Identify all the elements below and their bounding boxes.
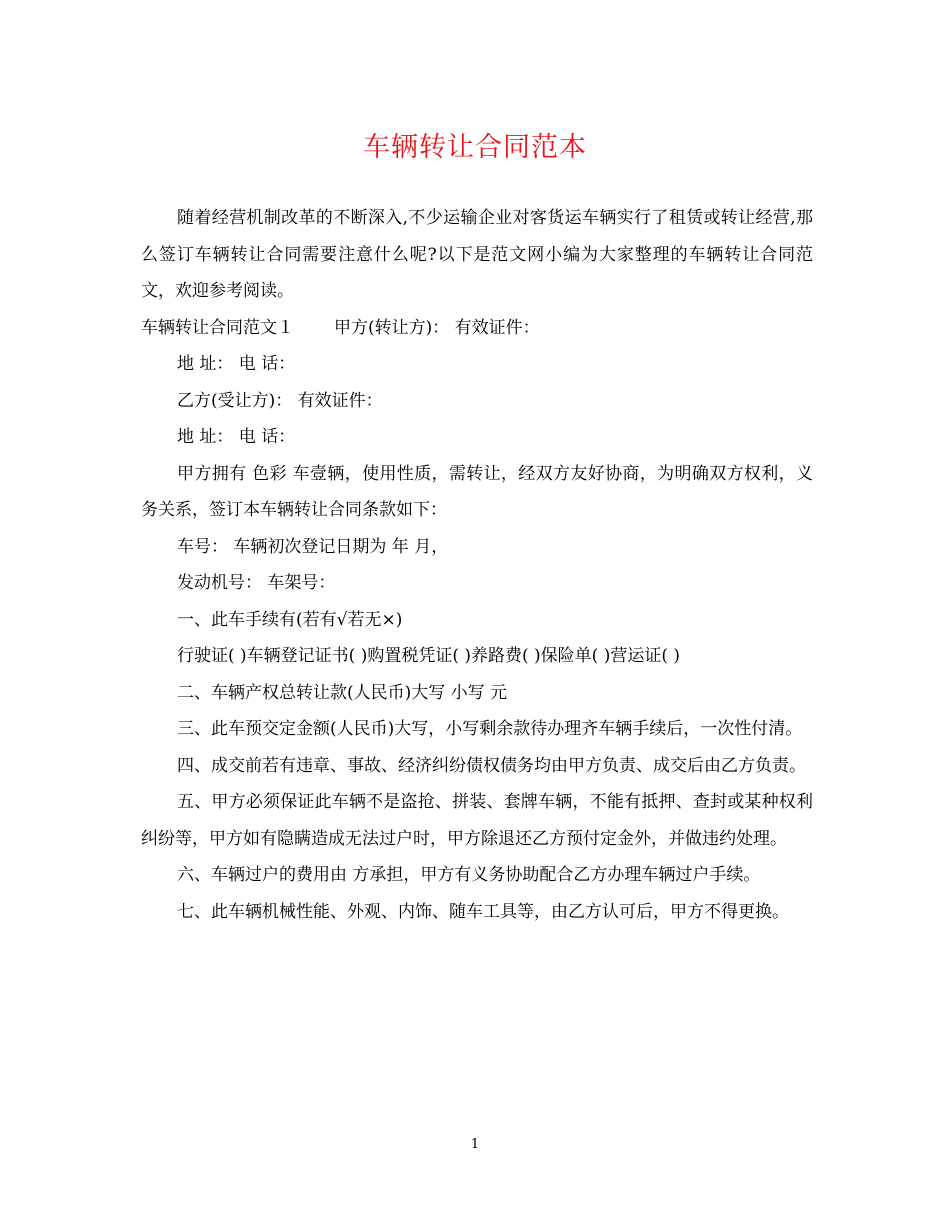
party-a-address-line: 地 址： 电 话：	[177, 354, 296, 374]
documents-checklist: 行驶证( )车辆登记证书( )购置税凭证( )养路费( )保险单( )营运证( )	[177, 646, 681, 666]
page-number: 1	[470, 1137, 480, 1152]
clause-7: 七、此车辆机械性能、外观、内饰、随车工具等，由乙方认可后，甲方不得更换。	[177, 901, 789, 922]
vehicle-ownership-paragraph: 甲方拥有 色彩 车壹辆，使用性质，需转让，经双方友好协商，为明确双方权利，义务关系，签订本车辆转让合同条款如下：	[141, 463, 813, 520]
clause-2: 二、车辆产权总转让款(人民币)大写 小写 元	[177, 682, 508, 703]
engine-number-line: 发动机号： 车架号：	[177, 573, 336, 593]
document-title: 车辆转让合同范本	[363, 132, 587, 163]
intro-paragraph: 随着经营机制改革的不断深入,不少运输企业对客货运车辆实行了租赁或转让经营,那么签订车辆转让合同需要注意什么呢?以下是范文网小编为大家整理的车辆转让合同范文，欢迎参考阅读。	[141, 208, 813, 301]
clause-6: 六、车辆过户的费用由 方承担，甲方有义务协助配合乙方办理车辆过户手续。	[177, 865, 761, 885]
clause-1: 一、此车手续有(若有√若无×)	[177, 609, 403, 630]
contract-heading-line	[141, 310, 813, 347]
party-a-line: 甲方(转让方)： 有效证件：	[334, 317, 540, 338]
clause-4: 四、成交前若有违章、事故、经济纠纷债权债务均由甲方负责、成交后由乙方负责。	[177, 755, 806, 776]
party-b-line: 乙方(受让方)： 有效证件：	[177, 390, 383, 411]
clause-5: 五、甲方必须保证此车辆不是盗抢、拼装、套牌车辆，不能有抵押、查封或某种权利纠纷等，甲方如有隐瞒造成无法过户时，甲方除退还乙方预付定金外，并做违约处理。	[141, 792, 813, 849]
party-b-address-line: 地 址： 电 话：	[177, 427, 296, 447]
document-body	[141, 200, 813, 930]
clause-3: 三、此车预交定金额(人民币)大写，小写剩余款待办理齐车辆手续后，一次性付清。	[177, 719, 803, 739]
plate-number-line: 车号： 车辆初次登记日期为 年 月，	[177, 536, 449, 557]
contract-sample-label: 车辆转让合同范文１	[141, 317, 294, 338]
